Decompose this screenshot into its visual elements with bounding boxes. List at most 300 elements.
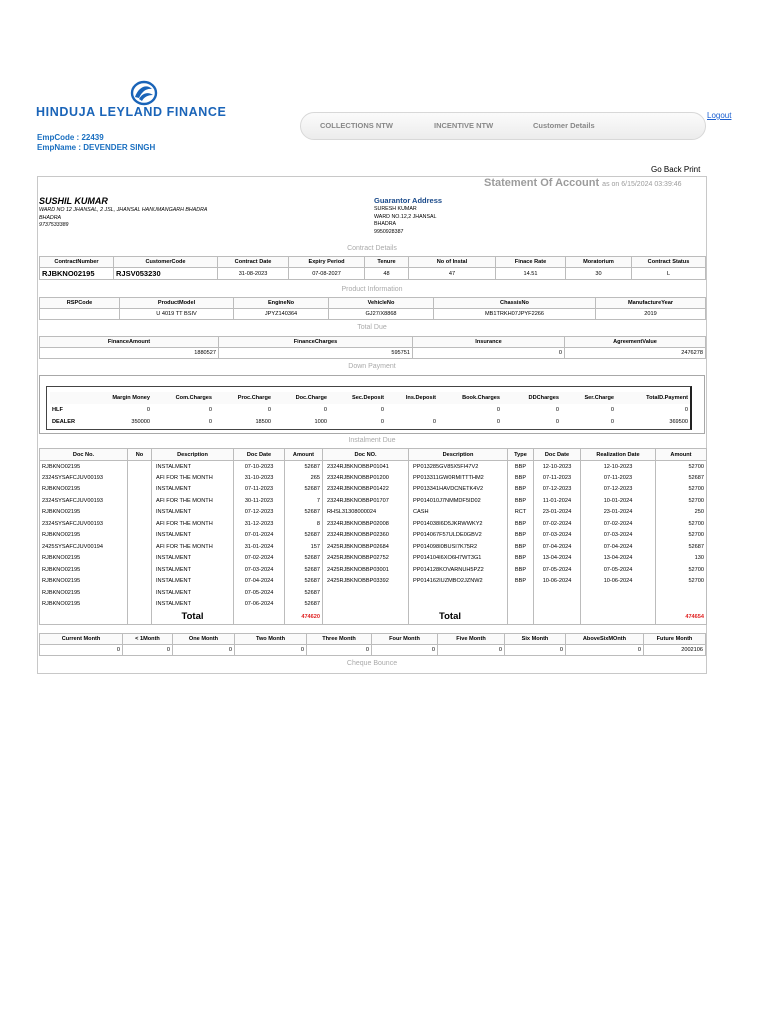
doc-no: RJBKNO02195 [40, 461, 128, 473]
col-party [50, 392, 90, 404]
section-product-information: Product Information [341, 286, 403, 293]
table-row [40, 576, 707, 588]
cell: 0 [146, 407, 150, 413]
cell: 0 [380, 419, 384, 425]
doc-date: 07-11-2023 [234, 484, 285, 496]
receipt-doc-date: 07-11-2023 [534, 472, 581, 484]
type: BBP [508, 564, 534, 576]
cell: 0 [123, 645, 173, 656]
table-row [40, 309, 706, 320]
table-row [40, 645, 706, 656]
receipt-doc-date: 07-05-2024 [534, 564, 581, 576]
doc-date: 31-01-2024 [234, 541, 285, 553]
cell: 0 [380, 407, 384, 413]
total-amount-right: 474654 [656, 610, 707, 624]
cell: 0 [610, 419, 614, 425]
receipt-doc-no [323, 587, 409, 599]
amount: 7 [285, 495, 323, 507]
cell: 0 [40, 645, 123, 656]
guarantor-phone: 9950928387 [374, 228, 404, 235]
contract-table [39, 256, 706, 280]
col-amount: Amount [285, 449, 323, 461]
total-due-table [39, 336, 706, 359]
receipt-amount: 52700 [656, 564, 707, 576]
ageing-table [39, 633, 706, 656]
col-customer-code: CustomerCode [114, 257, 218, 268]
no [128, 553, 152, 565]
col-future-month: Future Month [644, 634, 706, 645]
table-row [40, 518, 707, 530]
description: INSTALMENT [152, 553, 234, 565]
hinduja-emblem-icon [125, 80, 163, 106]
col-three-month: Three Month [307, 634, 372, 645]
cell: 0 [267, 407, 271, 413]
cell: 0 [610, 407, 614, 413]
receipt-amount: 52700 [656, 576, 707, 588]
doc-no: 2324SYSAFCJUV00193 [40, 472, 128, 484]
go-back-print-link[interactable]: Go Back Print [651, 165, 701, 174]
receipt-description: PP014098I0BUSI7K75R2 [409, 541, 508, 553]
chassis-no: MB1TRKH07JPYF2266 [434, 309, 596, 320]
col-contract-date: Contract Date [218, 257, 289, 268]
receipt-doc-no: RHSL31308000024 [323, 507, 409, 519]
type: BBP [508, 530, 534, 542]
receipt-doc-no: 2425RJBKNOBBP03392 [323, 576, 409, 588]
engine-no: JPYZ140364 [234, 309, 329, 320]
col-four-month: Four Month [372, 634, 438, 645]
total-amount-left: 474620 [285, 610, 323, 624]
receipt-doc-date: 07-03-2024 [534, 530, 581, 542]
col-sec-deposit: Sec.Deposit [329, 392, 386, 404]
col-finace-rate: Finace Rate [496, 257, 566, 268]
doc-date: 07-01-2024 [234, 530, 285, 542]
realization-date: 12-10-2023 [581, 461, 656, 473]
doc-date: 31-10-2023 [234, 472, 285, 484]
doc-no: RJBKNO02195 [40, 507, 128, 519]
manufacture-year: 2019 [596, 309, 706, 320]
cell: 0 [208, 407, 212, 413]
col-insurance: Insurance [413, 337, 565, 348]
cell: 0 [566, 645, 644, 656]
no [128, 564, 152, 576]
table-row [40, 495, 707, 507]
cell: 0 [496, 407, 500, 413]
receipt-doc-date: 23-01-2024 [534, 507, 581, 519]
doc-date: 07-10-2023 [234, 461, 285, 473]
emp-code: EmpCode : 22439 [37, 133, 104, 142]
realization-date: 07-11-2023 [581, 472, 656, 484]
no [128, 518, 152, 530]
tab-incentive-ntw[interactable]: INCENTIVE NTW [434, 121, 494, 130]
party-hlf: HLF [52, 407, 63, 413]
no [128, 472, 152, 484]
product-model: U 4019 TT BSIV [120, 309, 234, 320]
description: AFI FOR THE MONTH [152, 472, 234, 484]
table-header-row [40, 634, 706, 645]
col-realization-date: Realization Date [581, 449, 656, 461]
col-moratorium: Moratorium [566, 257, 632, 268]
col-proc-charge: Proc.Charge [214, 392, 273, 404]
guarantor-address [374, 195, 442, 236]
emp-name: EmpName : DEVENDER SINGH [37, 143, 156, 152]
top-nav [300, 112, 706, 140]
table-header-row [50, 392, 690, 404]
description: AFI FOR THE MONTH [152, 541, 234, 553]
col-no: No [128, 449, 152, 461]
col-no-of-instal: No of Instal [409, 257, 496, 268]
col-ser-charge: Ser.Charge [561, 392, 616, 404]
receipt-doc-no: 2324RJBKNOBBP01422 [323, 484, 409, 496]
col-current-month: Current Month [40, 634, 123, 645]
realization-date: 07-03-2024 [581, 530, 656, 542]
receipt-doc-no: 2425RJBKNOBBP02752 [323, 553, 409, 565]
col-dd-charges: DDCharges [502, 392, 561, 404]
amount: 52687 [285, 530, 323, 542]
doc-date: 07-12-2023 [234, 507, 285, 519]
customer-address [39, 195, 207, 230]
description: INSTALMENT [152, 587, 234, 599]
description: INSTALMENT [152, 530, 234, 542]
doc-no: RJBKNO02195 [40, 553, 128, 565]
col-rsp-code: RSPCode [40, 298, 120, 309]
col-contract-number: ContractNumber [40, 257, 114, 268]
table-row [40, 461, 707, 473]
doc-date: 31-12-2023 [234, 518, 285, 530]
col-doc-charge: Doc.Charge [273, 392, 329, 404]
col-manufacture-year: ManufactureYear [596, 298, 706, 309]
amount: 52687 [285, 553, 323, 565]
receipt-doc-no: 2324RJBKNOBBP02008 [323, 518, 409, 530]
receipt-amount [656, 599, 707, 611]
col-margin-money: Margin Money [90, 392, 152, 404]
doc-date: 07-02-2024 [234, 553, 285, 565]
cell: 1000 [314, 419, 327, 425]
table-header-row [40, 257, 706, 268]
doc-no: RJBKNO02195 [40, 587, 128, 599]
cell: 0 [496, 419, 500, 425]
amount: 52687 [285, 576, 323, 588]
section-down-payment: Down Payment [348, 363, 396, 370]
logout-link[interactable]: Logout [707, 111, 732, 120]
contract-number: RJBKNO02195 [40, 268, 114, 280]
rsp-code [40, 309, 120, 320]
type: RCT [508, 507, 534, 519]
realization-date: 07-05-2024 [581, 564, 656, 576]
cell: 0 [432, 419, 436, 425]
realization-date: 13-04-2024 [581, 553, 656, 565]
doc-no: 2425SYSAFCJUV00194 [40, 541, 128, 553]
no [128, 507, 152, 519]
type: BBP [508, 472, 534, 484]
col-chassis-no: ChassisNo [434, 298, 596, 309]
receipt-description [409, 587, 508, 599]
doc-date: 07-04-2024 [234, 576, 285, 588]
receipt-description: PP014128KOVARNUH5PZ2 [409, 564, 508, 576]
realization-date [581, 599, 656, 611]
amount: 157 [285, 541, 323, 553]
receipt-doc-date: 11-01-2024 [534, 495, 581, 507]
col-type: Type [508, 449, 534, 461]
type: BBP [508, 495, 534, 507]
tab-customer-details[interactable]: Customer Details [533, 121, 595, 130]
receipt-doc-date [534, 599, 581, 611]
cell: 0 [173, 645, 235, 656]
cell: 0 [555, 407, 559, 413]
table-header-row [40, 337, 706, 348]
no [128, 541, 152, 553]
col-contract-status: Contract Status [632, 257, 706, 268]
finance-amount: 1880527 [40, 348, 219, 359]
receipt-description: CASH [409, 507, 508, 519]
receipt-description: PP014010J7NMMDF5ID02 [409, 495, 508, 507]
receipt-doc-date: 07-12-2023 [534, 484, 581, 496]
col-tenure: Tenure [365, 257, 409, 268]
table-row [40, 587, 707, 599]
cell [386, 404, 438, 416]
cell: 369500 [669, 419, 688, 425]
col-engine-no: EngineNo [234, 298, 329, 309]
product-table [39, 297, 706, 320]
type [508, 587, 534, 599]
receipt-description: PP014104I6XO6H7WT3G1 [409, 553, 508, 565]
col-expiry-period: Expiry Period [289, 257, 365, 268]
total-label-right: Total [409, 610, 508, 624]
customer-phone: 9737533389 [39, 222, 69, 228]
realization-date: 07-04-2024 [581, 541, 656, 553]
doc-no: RJBKNO02195 [40, 564, 128, 576]
customer-address-line2: BHADRA [39, 214, 62, 221]
doc-date: 07-06-2024 [234, 599, 285, 611]
col-ins-deposit: Ins.Deposit [386, 392, 438, 404]
description: INSTALMENT [152, 564, 234, 576]
customer-code: RJSV053230 [114, 268, 218, 280]
col-agreement-value: AgreementValue [565, 337, 706, 348]
no [128, 599, 152, 611]
table-header-row [40, 298, 706, 309]
realization-date: 07-02-2024 [581, 518, 656, 530]
amount: 52687 [285, 599, 323, 611]
cell: 0 [555, 419, 559, 425]
col-receipt-description: Description [409, 449, 508, 461]
table-row [40, 541, 707, 553]
type: BBP [508, 518, 534, 530]
col-above-six-month: AboveSixMOnth [566, 634, 644, 645]
no [128, 495, 152, 507]
col-doc-no: Doc No. [40, 449, 128, 461]
amount: 265 [285, 472, 323, 484]
receipt-doc-date: 13-04-2024 [534, 553, 581, 565]
table-row [40, 507, 707, 519]
cell: 0 [505, 645, 566, 656]
realization-date: 10-01-2024 [581, 495, 656, 507]
statement-title [484, 177, 682, 189]
amount: 52687 [285, 461, 323, 473]
receipt-description: PP013311GW0RMITTTHM2 [409, 472, 508, 484]
col-receipt-doc-date: Doc Date [534, 449, 581, 461]
type [508, 599, 534, 611]
finace-rate: 14.51 [496, 268, 566, 280]
contract-status: L [632, 268, 706, 280]
no [128, 484, 152, 496]
doc-no: 2324SYSAFCJUV00193 [40, 495, 128, 507]
statement-title-text: Statement Of Account [484, 177, 600, 189]
receipt-amount: 52700 [656, 484, 707, 496]
table-row [50, 404, 690, 416]
receipt-doc-no: 2324RJBKNOBBP01200 [323, 472, 409, 484]
doc-no: RJBKNO02195 [40, 530, 128, 542]
table-row [40, 268, 706, 280]
type: BBP [508, 461, 534, 473]
doc-no: RJBKNO02195 [40, 484, 128, 496]
description: INSTALMENT [152, 599, 234, 611]
no [128, 587, 152, 599]
cell: 2002106 [644, 645, 706, 656]
moratorium: 30 [566, 268, 632, 280]
receipt-doc-date: 07-02-2024 [534, 518, 581, 530]
receipt-doc-no: 2324RJBKNOBBP01707 [323, 495, 409, 507]
amount: 52687 [285, 484, 323, 496]
guarantor-name: SURESH KUMAR [374, 206, 417, 212]
doc-date: 07-05-2024 [234, 587, 285, 599]
section-contract-details: Contract Details [347, 245, 397, 252]
brand-name: HINDUJA LEYLAND FINANCE [36, 105, 227, 119]
customer-name: SUSHIL KUMAR [39, 196, 108, 206]
col-finance-charges: FinanceCharges [219, 337, 413, 348]
receipt-doc-date: 07-04-2024 [534, 541, 581, 553]
col-description: Description [152, 449, 234, 461]
down-payment-table [50, 392, 690, 428]
receipt-doc-no: 2425RJBKNOBBP02684 [323, 541, 409, 553]
amount: 52687 [285, 587, 323, 599]
description: INSTALMENT [152, 576, 234, 588]
col-book-charges: Book.Charges [438, 392, 502, 404]
doc-date: 07-03-2024 [234, 564, 285, 576]
col-six-month: Six Month [505, 634, 566, 645]
table-row [40, 484, 707, 496]
doc-no: RJBKNO02195 [40, 576, 128, 588]
no [128, 576, 152, 588]
cell: 350000 [131, 419, 150, 425]
receipt-doc-no: 2324RJBKNOBBP01041 [323, 461, 409, 473]
realization-date: 07-12-2023 [581, 484, 656, 496]
vehicle-no: GJ27/X8868 [329, 309, 434, 320]
total-label-left: Total [152, 610, 234, 624]
cell: 0 [307, 645, 372, 656]
statement-as-on: as on 6/15/2024 03:39:46 [602, 181, 682, 188]
cell: 0 [323, 407, 327, 413]
amount: 52687 [285, 507, 323, 519]
col-less-one-month: < 1Month [123, 634, 173, 645]
cell: 0 [684, 407, 688, 413]
col-doc-date: Doc Date [234, 449, 285, 461]
receipt-amount: 52687 [656, 541, 707, 553]
party-dealer: DEALER [52, 419, 75, 425]
insurance: 0 [413, 348, 565, 359]
type: BBP [508, 541, 534, 553]
guarantor-address-line2: BHADRA [374, 221, 397, 227]
receipt-amount: 250 [656, 507, 707, 519]
table-row [40, 348, 706, 359]
cell: 0 [372, 645, 438, 656]
guarantor-heading: Guarantor Address [374, 196, 443, 205]
type: BBP [508, 553, 534, 565]
finance-charges: 595751 [219, 348, 413, 359]
receipt-amount: 52700 [656, 518, 707, 530]
col-receipt-amount: Amount [656, 449, 707, 461]
col-total-d-payment: TotalD.Payment [616, 392, 690, 404]
section-cheque-bounce: Cheque Bounce [346, 660, 398, 667]
table-row [40, 530, 707, 542]
no [128, 461, 152, 473]
receipt-description [409, 599, 508, 611]
doc-date: 30-11-2023 [234, 495, 285, 507]
amount: 8 [285, 518, 323, 530]
col-vehicle-no: VehicleNo [329, 298, 434, 309]
instalment-rows [40, 461, 707, 611]
amount: 52687 [285, 564, 323, 576]
col-product-model: ProductModel [120, 298, 234, 309]
realization-date [581, 587, 656, 599]
description: INSTALMENT [152, 484, 234, 496]
section-instalment-due: Instalment Due [348, 437, 396, 444]
receipt-description: PP013285GV85X5FI47V2 [409, 461, 508, 473]
col-finance-amount: FinanceAmount [40, 337, 219, 348]
description: INSTALMENT [152, 461, 234, 473]
description: AFI FOR THE MONTH [152, 495, 234, 507]
tab-collections-ntw[interactable]: COLLECTIONS NTW [320, 121, 393, 130]
table-row [40, 472, 707, 484]
table-row [40, 599, 707, 611]
receipt-description: PP014162IUZMBO2JZNW2 [409, 576, 508, 588]
receipt-amount: 52687 [656, 472, 707, 484]
agreement-value: 2476278 [565, 348, 706, 359]
guarantor-address-line1: WARD NO.12,2 JHANSAL [374, 213, 437, 220]
receipt-amount: 130 [656, 553, 707, 565]
type: BBP [508, 576, 534, 588]
cell: 18500 [255, 419, 271, 425]
col-com-charges: Com.Charges [152, 392, 214, 404]
doc-no: 2324SYSAFCJUV00193 [40, 518, 128, 530]
doc-no: RJBKNO02195 [40, 599, 128, 611]
receipt-amount: 52700 [656, 530, 707, 542]
cell: 0 [208, 419, 212, 425]
realization-date: 23-01-2024 [581, 507, 656, 519]
receipt-amount: 52700 [656, 461, 707, 473]
col-two-month: Two Month [235, 634, 307, 645]
tenure: 48 [365, 268, 409, 280]
receipt-amount [656, 587, 707, 599]
cell: 0 [438, 645, 505, 656]
receipt-doc-date: 12-10-2023 [534, 461, 581, 473]
no-of-instal: 47 [409, 268, 496, 280]
type: BBP [508, 484, 534, 496]
contract-date: 31-08-2023 [218, 268, 289, 280]
realization-date: 10-06-2024 [581, 576, 656, 588]
col-five-month: Five Month [438, 634, 505, 645]
receipt-doc-no [323, 599, 409, 611]
no [128, 530, 152, 542]
table-header-row [40, 449, 707, 461]
receipt-doc-date [534, 587, 581, 599]
col-receipt-doc-no: Doc NO. [323, 449, 409, 461]
description: INSTALMENT [152, 507, 234, 519]
instalment-table [39, 448, 707, 625]
customer-address-line1: WARD NO 12 JHANSAL, 2 JSL, JHANSAL HANUMANGARH BHADRA [39, 207, 208, 213]
table-row [40, 553, 707, 565]
receipt-description: PP013341HAVDCNETK4V2 [409, 484, 508, 496]
employee-info [37, 133, 155, 153]
cell: 0 [235, 645, 307, 656]
